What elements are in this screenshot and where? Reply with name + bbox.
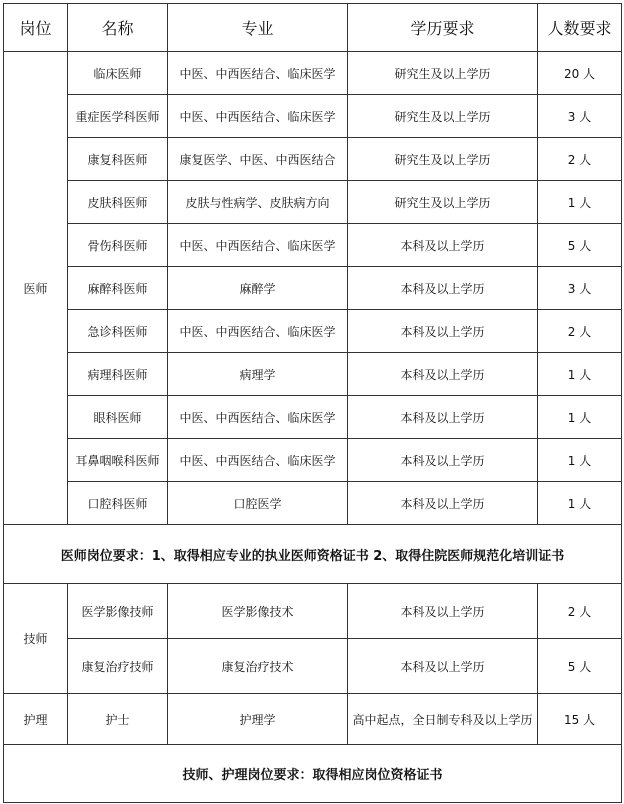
header-count: 人数要求 [538, 4, 622, 52]
name-cell: 医学影像技师 [68, 584, 168, 639]
count-cell: 3 人 [538, 95, 622, 138]
major-cell: 中医、中西医结合、临床医学 [168, 396, 348, 439]
table-row [4, 138, 622, 181]
education-cell: 本科及以上学历 [348, 639, 538, 694]
category-cell: 医师 [4, 52, 68, 525]
count-cell: 2 人 [538, 310, 622, 353]
name-cell: 重症医学科医师 [68, 95, 168, 138]
count-cell: 1 人 [538, 181, 622, 224]
category-cell: 护理 [4, 694, 68, 745]
table-row [4, 639, 622, 694]
table-row [4, 52, 622, 95]
count-cell: 5 人 [538, 639, 622, 694]
category-cell: 技师 [4, 584, 68, 694]
tech-nurse-requirement-note: 技师、护理岗位要求：取得相应岗位资格证书 [4, 745, 622, 803]
name-cell: 病理科医师 [68, 353, 168, 396]
education-cell: 研究生及以上学历 [348, 52, 538, 95]
major-cell: 皮肤与性病学、皮肤病方向 [168, 181, 348, 224]
table-row [4, 584, 622, 639]
name-cell: 麻醉科医师 [68, 267, 168, 310]
count-cell: 2 人 [538, 138, 622, 181]
name-cell: 口腔科医师 [68, 482, 168, 525]
tech-nurse-requirement-row [4, 745, 622, 803]
name-cell: 皮肤科医师 [68, 181, 168, 224]
education-cell: 本科及以上学历 [348, 482, 538, 525]
count-cell: 20 人 [538, 52, 622, 95]
count-cell: 1 人 [538, 439, 622, 482]
education-cell: 本科及以上学历 [348, 267, 538, 310]
table-row [4, 482, 622, 525]
header-name: 名称 [68, 4, 168, 52]
major-cell: 康复治疗技术 [168, 639, 348, 694]
doctor-requirement-note: 医师岗位要求：1、取得相应专业的执业医师资格证书 2、取得住院医师规范化培训证书 [4, 525, 622, 584]
name-cell: 耳鼻咽喉科医师 [68, 439, 168, 482]
recruitment-table [3, 3, 622, 803]
table-row [4, 694, 622, 745]
count-cell: 3 人 [538, 267, 622, 310]
header-major: 专业 [168, 4, 348, 52]
doctor-requirement-row [4, 525, 622, 584]
education-cell: 本科及以上学历 [348, 439, 538, 482]
name-cell: 康复治疗技师 [68, 639, 168, 694]
table-row [4, 396, 622, 439]
major-cell: 医学影像技术 [168, 584, 348, 639]
major-cell: 中医、中西医结合、临床医学 [168, 52, 348, 95]
table-row [4, 95, 622, 138]
major-cell: 病理学 [168, 353, 348, 396]
major-cell: 中医、中西医结合、临床医学 [168, 439, 348, 482]
major-cell: 中医、中西医结合、临床医学 [168, 224, 348, 267]
name-cell: 临床医师 [68, 52, 168, 95]
count-cell: 1 人 [538, 396, 622, 439]
education-cell: 本科及以上学历 [348, 310, 538, 353]
education-cell: 研究生及以上学历 [348, 138, 538, 181]
major-cell: 口腔医学 [168, 482, 348, 525]
major-cell: 麻醉学 [168, 267, 348, 310]
major-cell: 康复医学、中医、中西医结合 [168, 138, 348, 181]
count-cell: 1 人 [538, 353, 622, 396]
table-row [4, 353, 622, 396]
education-cell: 本科及以上学历 [348, 396, 538, 439]
major-cell: 中医、中西医结合、临床医学 [168, 95, 348, 138]
name-cell: 急诊科医师 [68, 310, 168, 353]
table-row [4, 439, 622, 482]
count-cell: 15 人 [538, 694, 622, 745]
name-cell: 康复科医师 [68, 138, 168, 181]
name-cell: 骨伤科医师 [68, 224, 168, 267]
header-education: 学历要求 [348, 4, 538, 52]
education-cell: 研究生及以上学历 [348, 181, 538, 224]
table-row [4, 310, 622, 353]
table-row [4, 267, 622, 310]
table-row [4, 224, 622, 267]
header-row [4, 4, 622, 52]
education-cell: 本科及以上学历 [348, 353, 538, 396]
name-cell: 护士 [68, 694, 168, 745]
count-cell: 1 人 [538, 482, 622, 525]
education-cell: 本科及以上学历 [348, 224, 538, 267]
table-row [4, 181, 622, 224]
count-cell: 5 人 [538, 224, 622, 267]
name-cell: 眼科医师 [68, 396, 168, 439]
education-cell: 本科及以上学历 [348, 584, 538, 639]
education-cell: 高中起点，全日制专科及以上学历 [348, 694, 538, 745]
header-position: 岗位 [4, 4, 68, 52]
education-cell: 研究生及以上学历 [348, 95, 538, 138]
major-cell: 中医、中西医结合、临床医学 [168, 310, 348, 353]
count-cell: 2 人 [538, 584, 622, 639]
major-cell: 护理学 [168, 694, 348, 745]
